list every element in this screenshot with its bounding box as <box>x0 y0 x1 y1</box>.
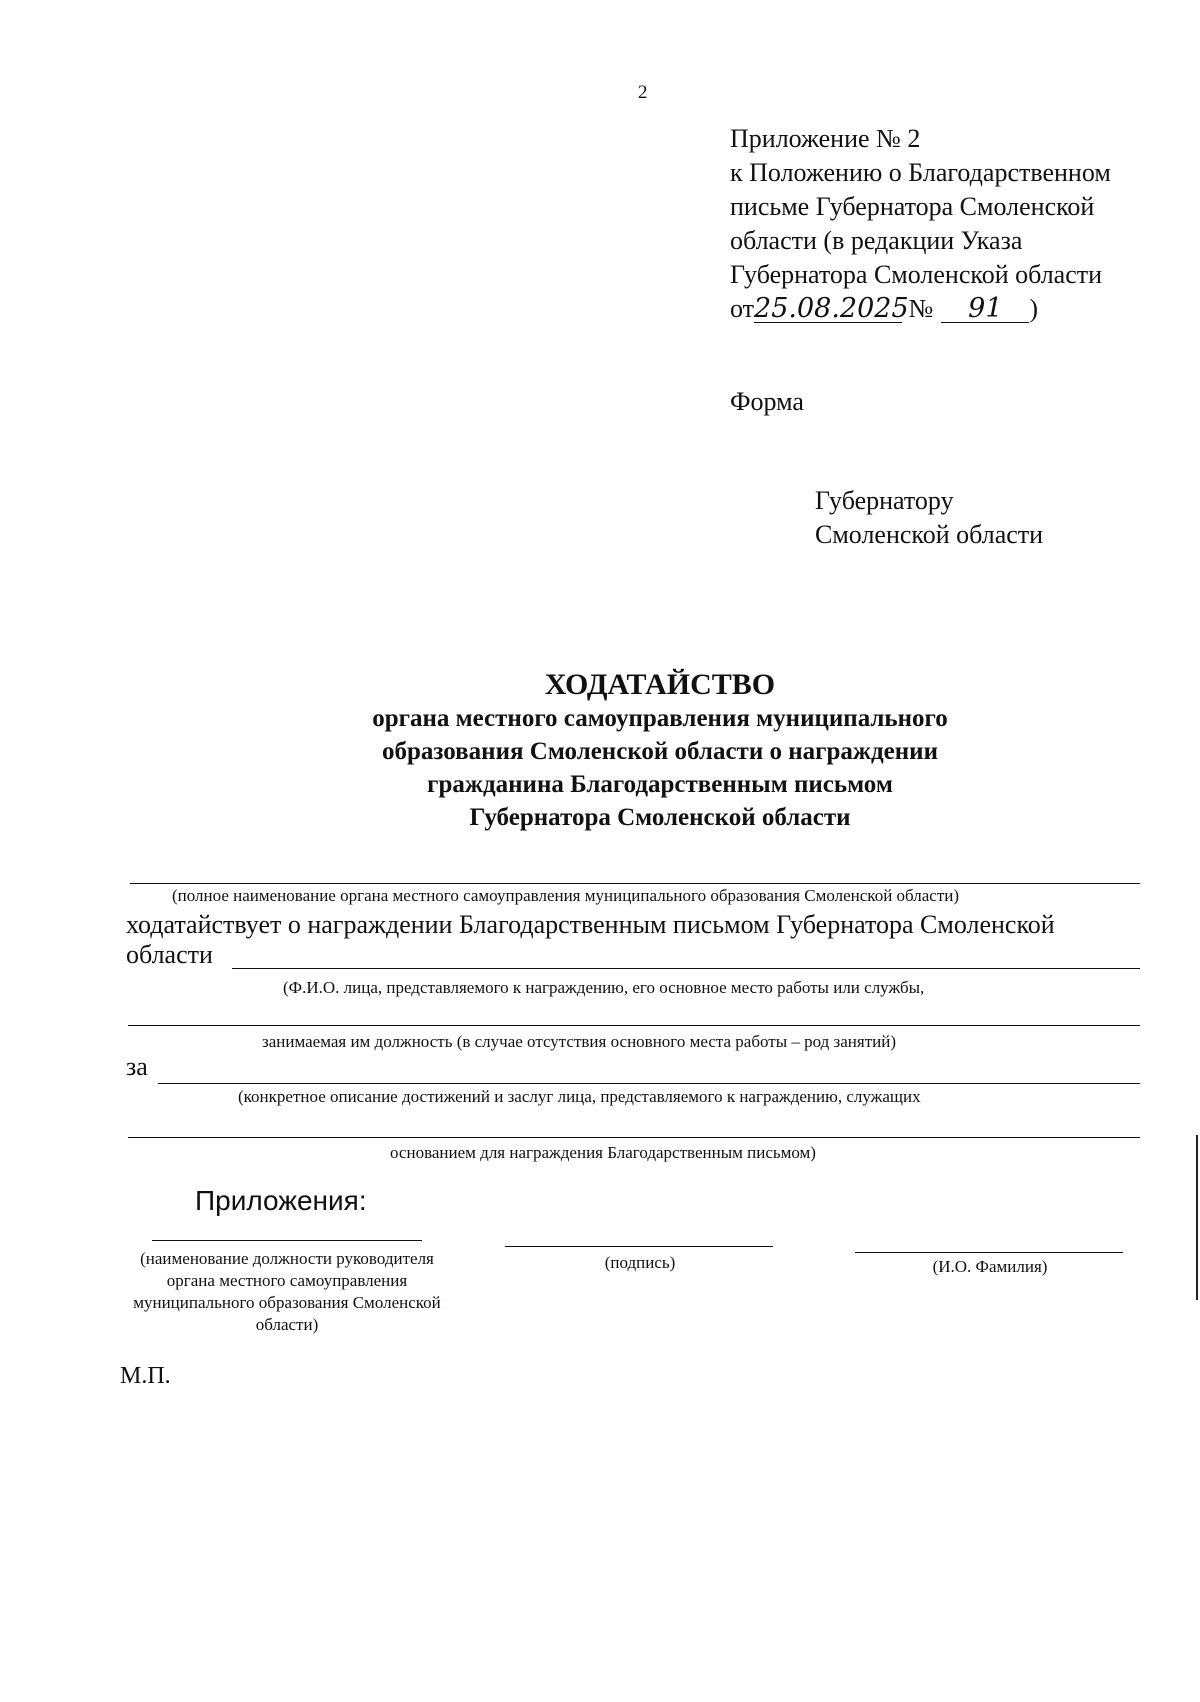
appendix-line: к Положению о Благодарственном <box>730 158 1111 187</box>
document-heading <box>150 668 1170 834</box>
heading-line: органа местного самоуправления муниципального <box>372 705 948 732</box>
appendix-line: письме Губернатора Смоленской <box>730 192 1095 221</box>
name-signature-line <box>855 1252 1123 1253</box>
handwritten-number: 91 <box>941 296 1029 323</box>
addressee-line: Губернатору <box>815 486 954 515</box>
handwritten-date: 25.08.2025 <box>754 293 909 324</box>
appendix-line: Губернатора Смоленской области <box>730 260 1103 289</box>
appendix-line: Приложение № 2 <box>730 124 921 153</box>
heading-line: гражданина Благодарственным письмом <box>427 771 893 798</box>
nominee-caption: (Ф.И.О. лица, представляемого к награждению, его основное место работы или службы, <box>283 978 925 997</box>
signature-caption: (подпись) <box>604 1253 676 1272</box>
from-prefix: от <box>730 294 755 323</box>
for-label: за <box>126 1052 148 1081</box>
merits-continuation-line <box>128 1137 1140 1138</box>
petition-text-line1: ходатайствует о награждении Благодарственным письмом Губернатора Смоленской <box>126 910 1055 939</box>
page-number: 2 <box>638 82 648 103</box>
heading-line: Губернатора Смоленской области <box>469 804 851 831</box>
merits-line <box>158 1083 1140 1084</box>
basis-caption: основанием для награждения Благодарственным письмом) <box>390 1143 816 1162</box>
appendix-reference <box>730 122 1111 326</box>
heading-line: образования Смоленской области о награждении <box>382 738 938 765</box>
attachments-label: Приложения: <box>195 1185 367 1216</box>
merits-caption: (конкретное описание достижений и заслуг лица, представляемого к награждению, служащих <box>238 1087 921 1106</box>
document-title: ХОДАТАЙСТВО <box>544 668 776 701</box>
addressee-line: Смоленской области <box>815 520 1044 549</box>
position-line <box>128 1025 1140 1026</box>
name-caption: (И.О. Фамилия) <box>932 1257 1048 1276</box>
petition-text-line2: области <box>126 940 213 969</box>
appendix-line: области (в редакции Указа <box>730 226 1023 255</box>
number-label: № <box>908 294 934 323</box>
stamp-place-label: М.П. <box>120 1363 171 1389</box>
close-paren: ) <box>1029 294 1039 323</box>
head-position-caption: (наименование должности руководителя органа местного самоуправления муниципального образования Смоленской области) <box>133 1249 441 1334</box>
nominee-line <box>232 968 1140 969</box>
scan-edge-mark <box>1196 1135 1198 1300</box>
signature-line <box>505 1246 773 1247</box>
addressee <box>815 484 1043 552</box>
appendix-date-line <box>730 292 1111 326</box>
position-signature-line <box>152 1240 422 1241</box>
org-name-caption: (полное наименование органа местного самоуправления муниципального образования Смоленской области) <box>172 886 960 905</box>
org-name-line <box>130 883 1140 884</box>
form-label: Форма <box>730 387 804 416</box>
position-caption: занимаемая им должность (в случае отсутствия основного места работы – род занятий) <box>262 1032 896 1051</box>
